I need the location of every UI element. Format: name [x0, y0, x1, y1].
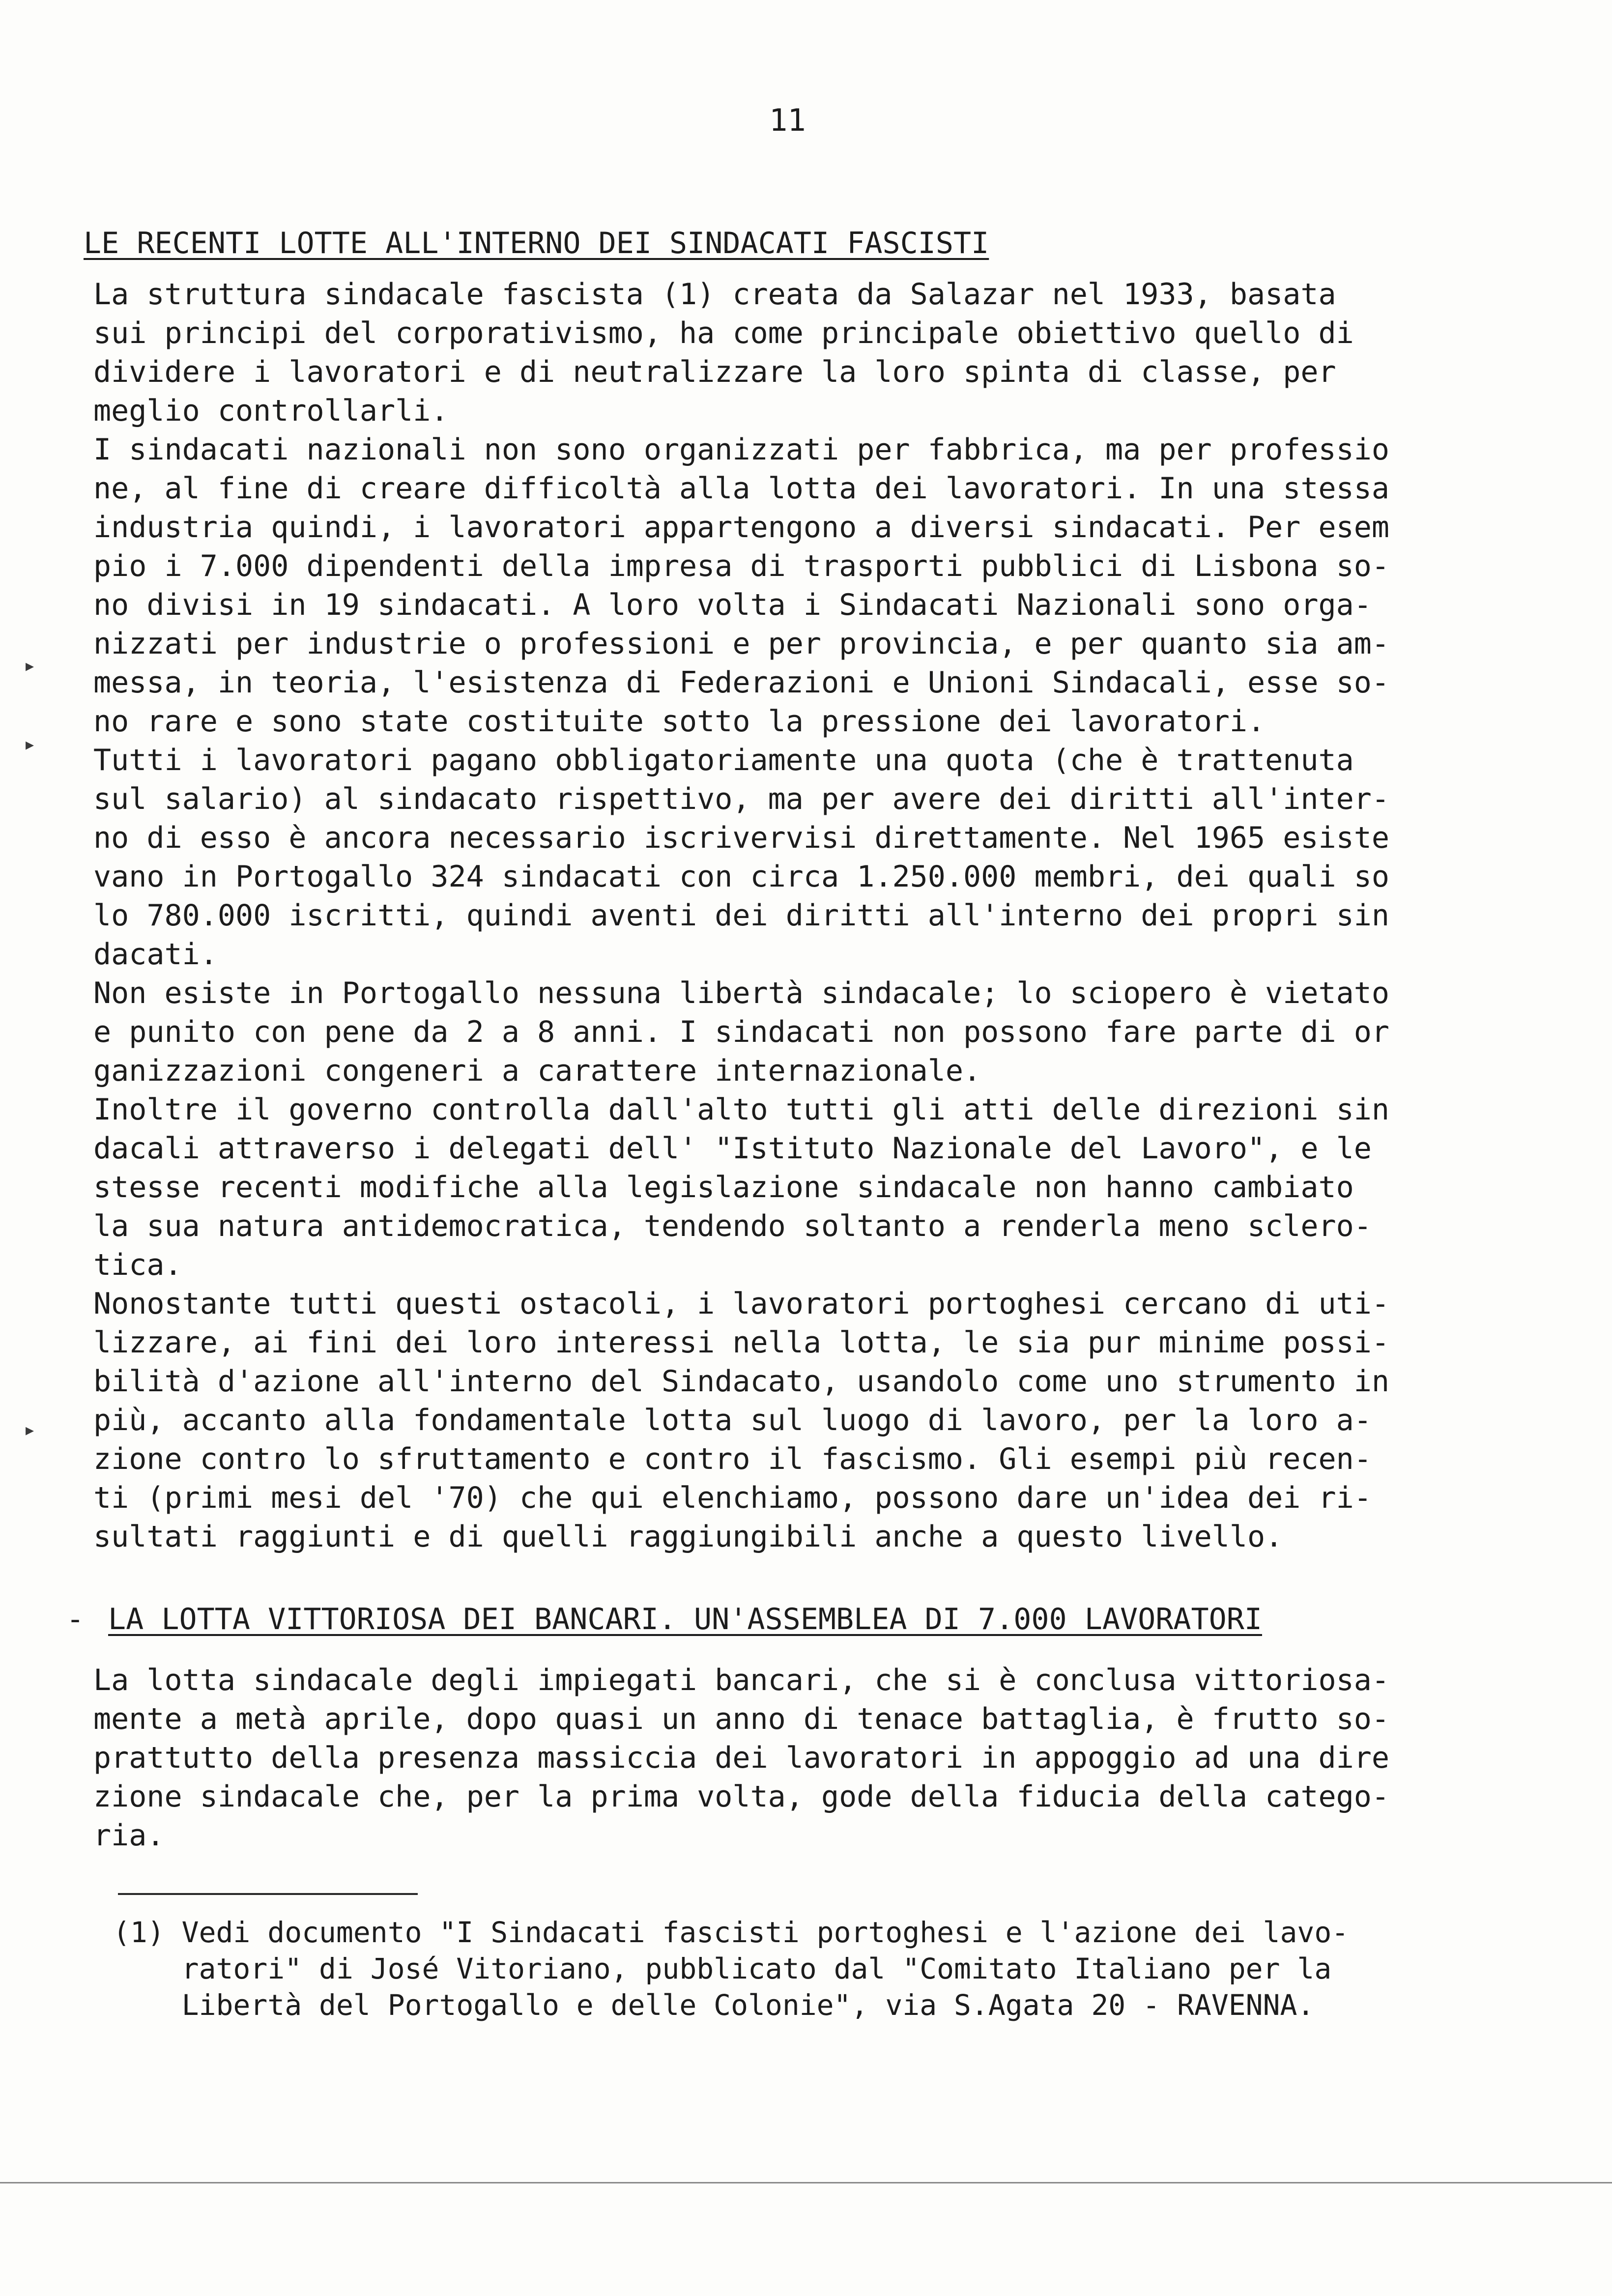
- section-heading-bancari: LA LOTTA VITTORIOSA DEI BANCARI. UN'ASSEMBLEA DI 7.000 LAVORATORI: [108, 1602, 1262, 1636]
- text-line: dividere i lavoratori e di neutralizzare la loro spinta di classe, per: [93, 355, 1336, 389]
- text-line: meglio controllarli.: [93, 394, 449, 428]
- text-line: Non esiste in Portogallo nessuna libertà sindacale; lo sciopero è vietato: [93, 976, 1389, 1010]
- text-line: nizzati per industrie o professioni e per provincia, e per quanto sia am-: [93, 627, 1389, 661]
- section-body-bancari: [93, 1661, 1568, 1855]
- text-line: più, accanto alla fondamentale lotta sul luogo di lavoro, per la loro a-: [93, 1403, 1372, 1437]
- footnote: [113, 1914, 1563, 2023]
- text-line: prattutto della presenza massiccia dei lavoratori in appoggio ad una dire: [93, 1741, 1389, 1775]
- text-line: no di esso è ancora necessario iscrivervisi direttamente. Nel 1965 esiste: [93, 821, 1389, 855]
- text-line: stesse recenti modifiche alla legislazione sindacale non hanno cambiato: [93, 1170, 1354, 1205]
- page-bottom-line: [0, 2182, 1612, 2183]
- text-line: mente a metà aprile, dopo quasi un anno di tenace battaglia, è frutto so-: [93, 1702, 1389, 1736]
- footnote-divider: [118, 1893, 418, 1895]
- section-dash: -: [66, 1602, 85, 1636]
- footnote-line: (1) Vedi documento "I Sindacati fascisti portoghesi e l'azione dei lavo-: [113, 1916, 1349, 1949]
- text-line: ria.: [93, 1818, 165, 1853]
- footnote-line: Libertà del Portogallo e delle Colonie", via S.Agata 20 - RAVENNA.: [113, 1988, 1315, 2022]
- text-line: dacali attraverso i delegati dell' "Istituto Nazionale del Lavoro", e le: [93, 1131, 1372, 1166]
- text-line: Nonostante tutti questi ostacoli, i lavoratori portoghesi cercano di uti-: [93, 1287, 1389, 1321]
- text-line: messa, in teoria, l'esistenza di Federazioni e Unioni Sindacali, esse so-: [93, 665, 1389, 700]
- margin-mark: ▸: [26, 1420, 34, 1440]
- text-line: lo 780.000 iscritti, quindi aventi dei diritti all'interno dei propri sin: [93, 898, 1389, 933]
- text-line: no rare e sono state costituite sotto la pressione dei lavoratori.: [93, 704, 1266, 739]
- text-line: I sindacati nazionali non sono organizzati per fabbrica, ma per professio: [93, 432, 1389, 467]
- text-line: e punito con pene da 2 a 8 anni. I sindacati non possono fare parte di or: [93, 1015, 1389, 1049]
- text-line: vano in Portogallo 324 sindacati con circa 1.250.000 membri, dei quali so: [93, 860, 1389, 894]
- text-line: industria quindi, i lavoratori appartengono a diversi sindacati. Per esem: [93, 510, 1389, 545]
- text-line: ti (primi mesi del '70) che qui elenchiamo, possono dare un'idea dei ri-: [93, 1481, 1372, 1515]
- page-number: 11: [769, 102, 806, 138]
- section-body-sindacati-fascisti: [93, 275, 1568, 1556]
- text-line: sui principi del corporativismo, ha come principale obiettivo quello di: [93, 316, 1354, 350]
- text-line: sultati raggiunti e di quelli raggiungibili anche a questo livello.: [93, 1520, 1283, 1554]
- text-line: sul salario) al sindacato rispettivo, ma per avere dei diritti all'inter-: [93, 782, 1389, 816]
- text-line: zione contro lo sfruttamento e contro il fascismo. Gli esempi più recen-: [93, 1442, 1372, 1476]
- footnote-line: ratori" di José Vitoriano, pubblicato dal "Comitato Italiano per la: [113, 1952, 1332, 1985]
- section-heading-sindacati-fascisti: LE RECENTI LOTTE ALL'INTERNO DEI SINDACATI FASCISTI: [84, 226, 989, 260]
- text-line: dacati.: [93, 937, 218, 972]
- text-line: tica.: [93, 1248, 182, 1282]
- text-line: ganizzazioni congeneri a carattere internazionale.: [93, 1054, 981, 1088]
- text-line: Tutti i lavoratori pagano obbligatoriamente una quota (che è trattenuta: [93, 743, 1354, 777]
- text-line: La struttura sindacale fascista (1) creata da Salazar nel 1933, basata: [93, 277, 1336, 312]
- margin-mark: ▸: [26, 735, 34, 754]
- text-line: zione sindacale che, per la prima volta, gode della fiducia della catego-: [93, 1779, 1389, 1814]
- margin-mark: ▸: [26, 656, 34, 676]
- text-line: Inoltre il governo controlla dall'alto tutti gli atti delle direzioni sin: [93, 1092, 1389, 1127]
- text-line: la sua natura antidemocratica, tendendo soltanto a renderla meno sclero-: [93, 1209, 1372, 1243]
- text-line: lizzare, ai fini dei loro interessi nella lotta, le sia pur minime possi-: [93, 1325, 1389, 1360]
- text-line: pio i 7.000 dipendenti della impresa di trasporti pubblici di Lisbona so-: [93, 549, 1389, 583]
- text-line: ne, al fine di creare difficoltà alla lotta dei lavoratori. In una stessa: [93, 471, 1389, 506]
- text-line: bilità d'azione all'interno del Sindacato, usandolo come uno strumento in: [93, 1364, 1389, 1399]
- text-line: La lotta sindacale degli impiegati bancari, che si è conclusa vittoriosa-: [93, 1663, 1389, 1697]
- text-line: no divisi in 19 sindacati. A loro volta i Sindacati Nazionali sono orga-: [93, 588, 1372, 622]
